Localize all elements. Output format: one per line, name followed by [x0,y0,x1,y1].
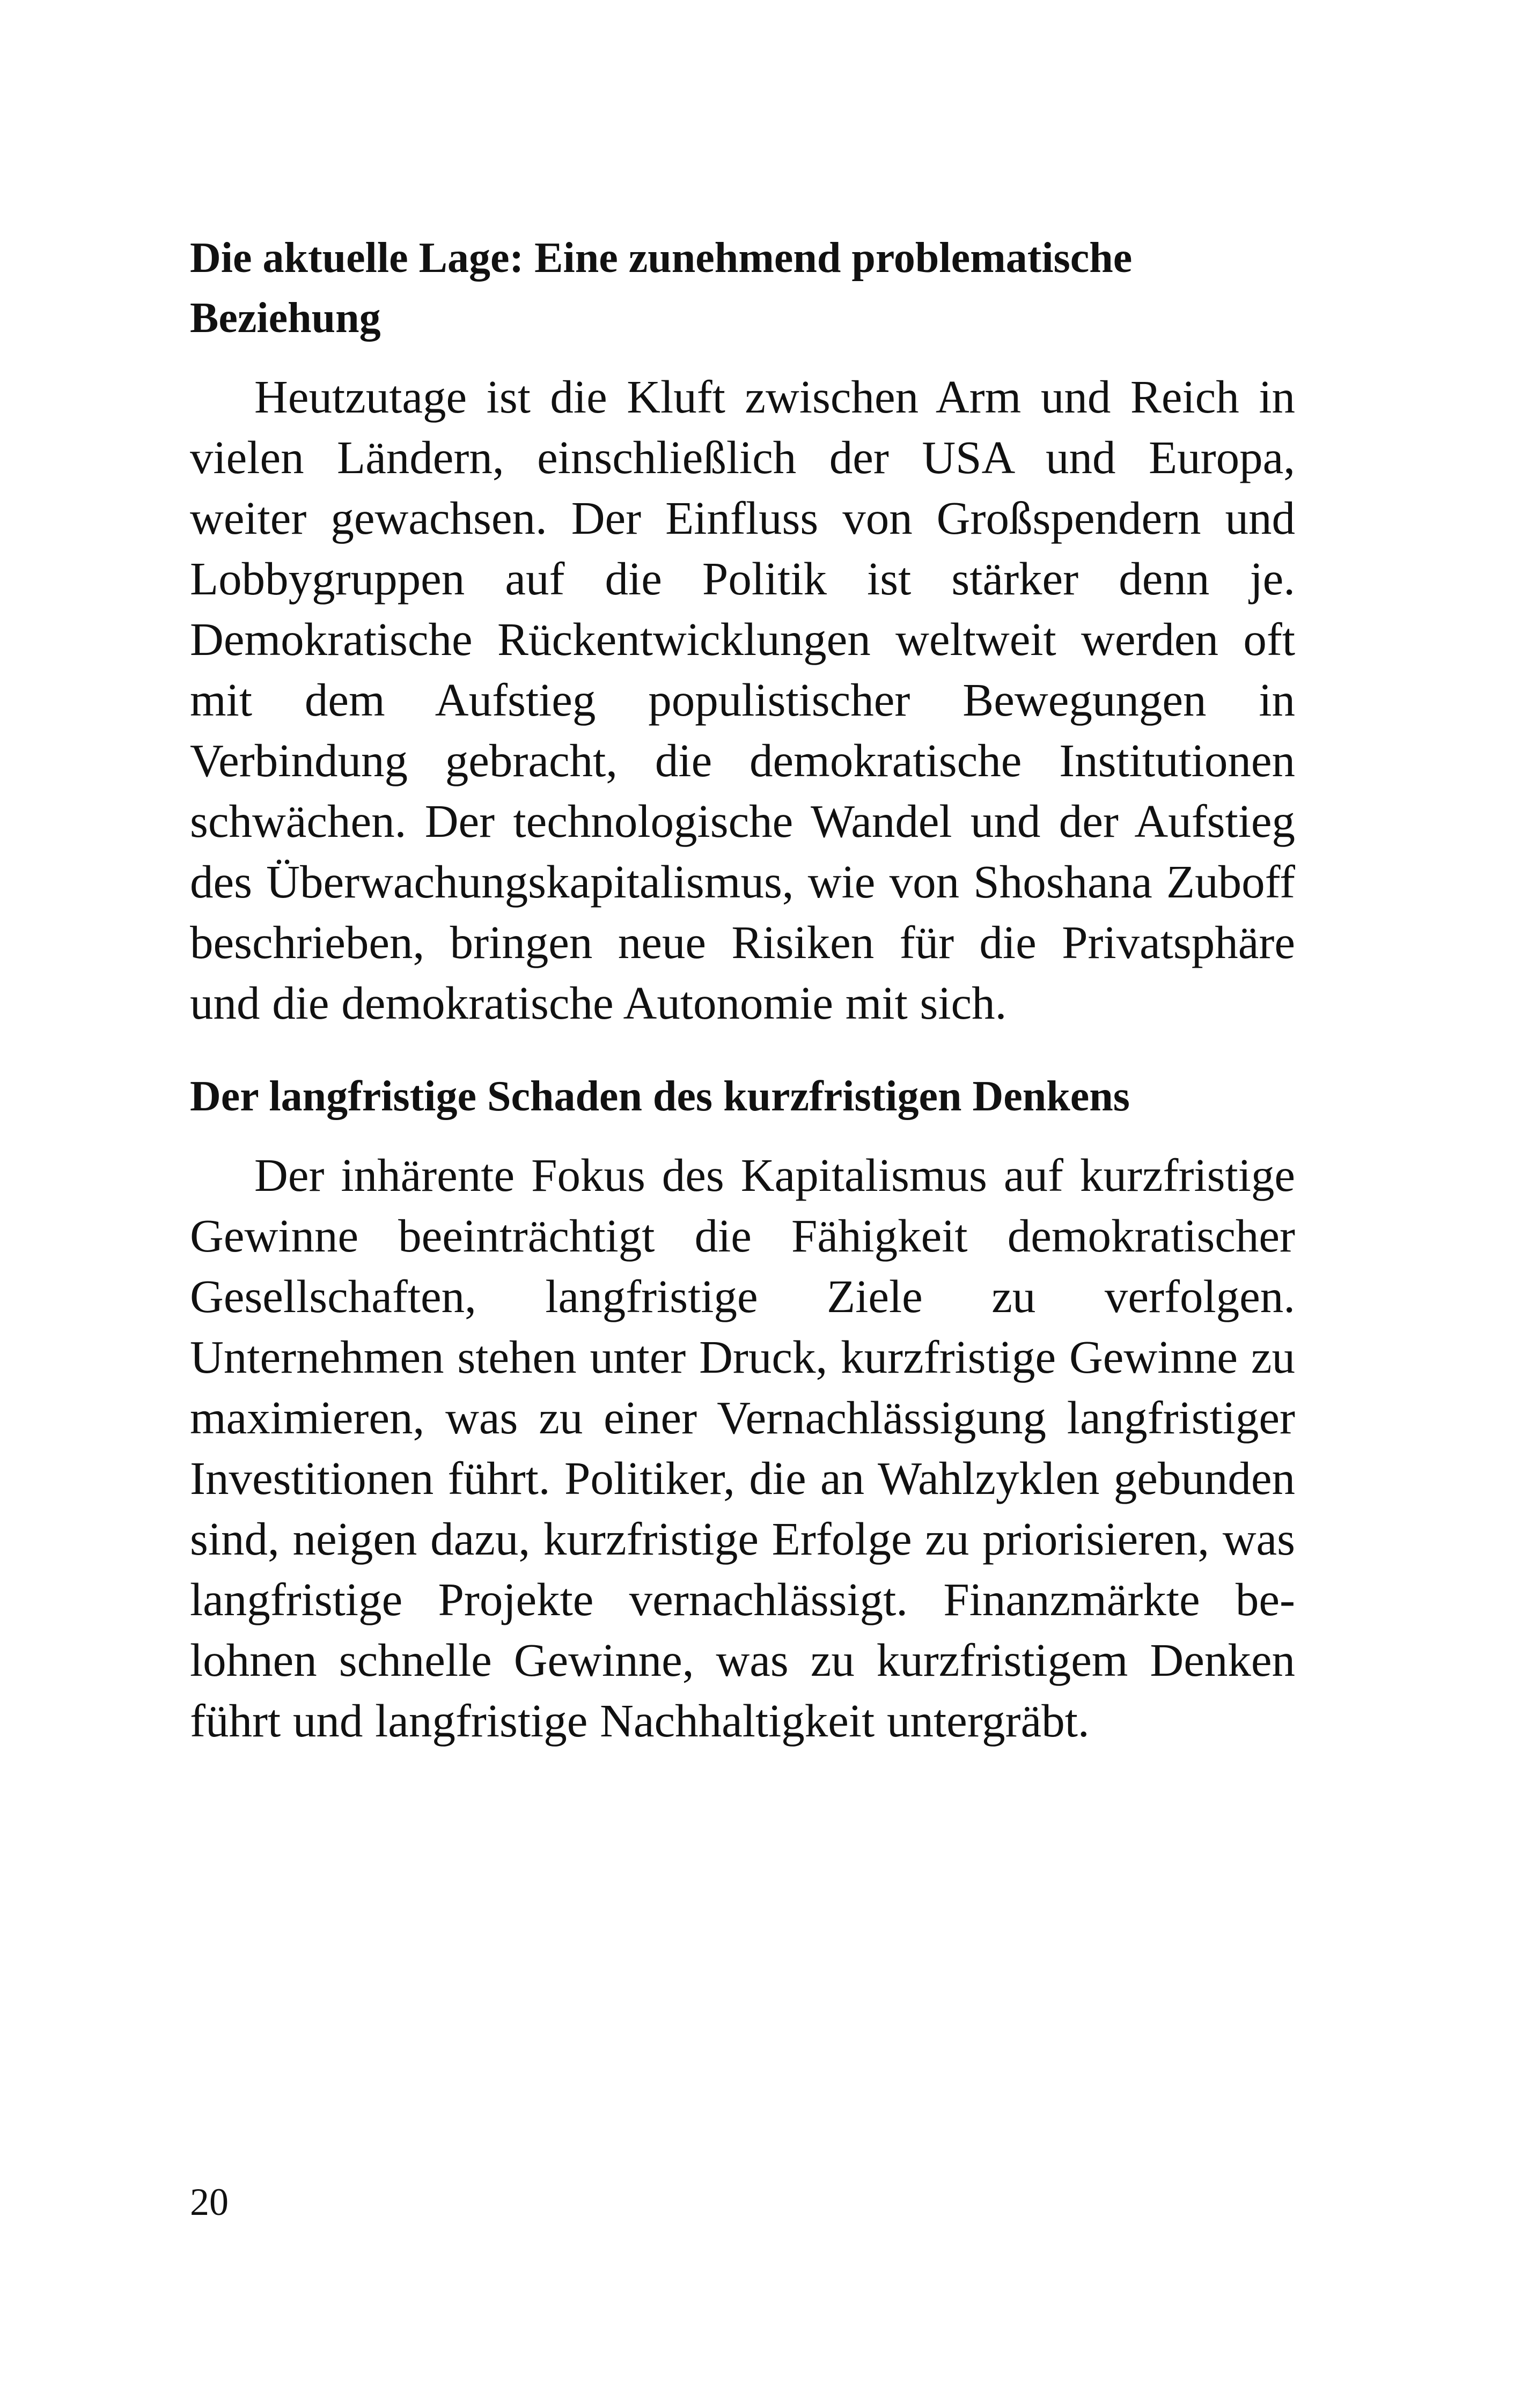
page-number: 20 [190,2181,229,2223]
section-heading-short-term-thinking: Der langfristige Schaden des kurzfristigen Denkens [190,1073,1130,1120]
page-content [190,228,1295,1751]
section-paragraph-short-term-thinking: Der inhärente Fokus des Kapitalismus auf kurzfristige Gewinne beeinträchtigt die Fähigkeit demokratischer Gesellschaften, langfristige Ziele zu verfolgen. Unternehmen stehen unter Druck, kurzfristige Gewinne zu maximieren, was zu einer Vernachlässigung langfristiger Investitionen führt. Politiker, die an Wahlzyklen gebunden sind, neigen dazu, kurzfristige Erfolge zu priorisieren, was langfristige Projekte vernachlässigt. Finanzmärkte belohnen schnelle Gewinne, was zu kurzfristigem Denken führt und langfristige Nachhaltigkeit untergräbt. [190,1149,1295,1747]
section-heading-current-situation: Die aktuelle Lage: Eine zunehmend problematische Beziehung [190,234,1133,342]
section-paragraph-current-situation: Heutzutage ist die Kluft zwischen Arm und Reich in vielen Ländern, einschließlich der USA und Europa, weiter gewachsen. Der Einfluss von Großspendern und Lobbygruppen auf die Politik ist stärker denn je. Demokratische Rückentwicklungen weltweit werden oft mit dem Aufstieg populistischer Bewegungen in Verbindung gebracht, die demokratische Institutionen schwächen. Der technologische Wandel und der Aufstieg des Überwachungskapitalismus, wie von Shoshana Zuboff beschrieben, bringen neue Risiken für die Privatsphäre und die demokratische Autonomie mit sich. [190,371,1295,1029]
